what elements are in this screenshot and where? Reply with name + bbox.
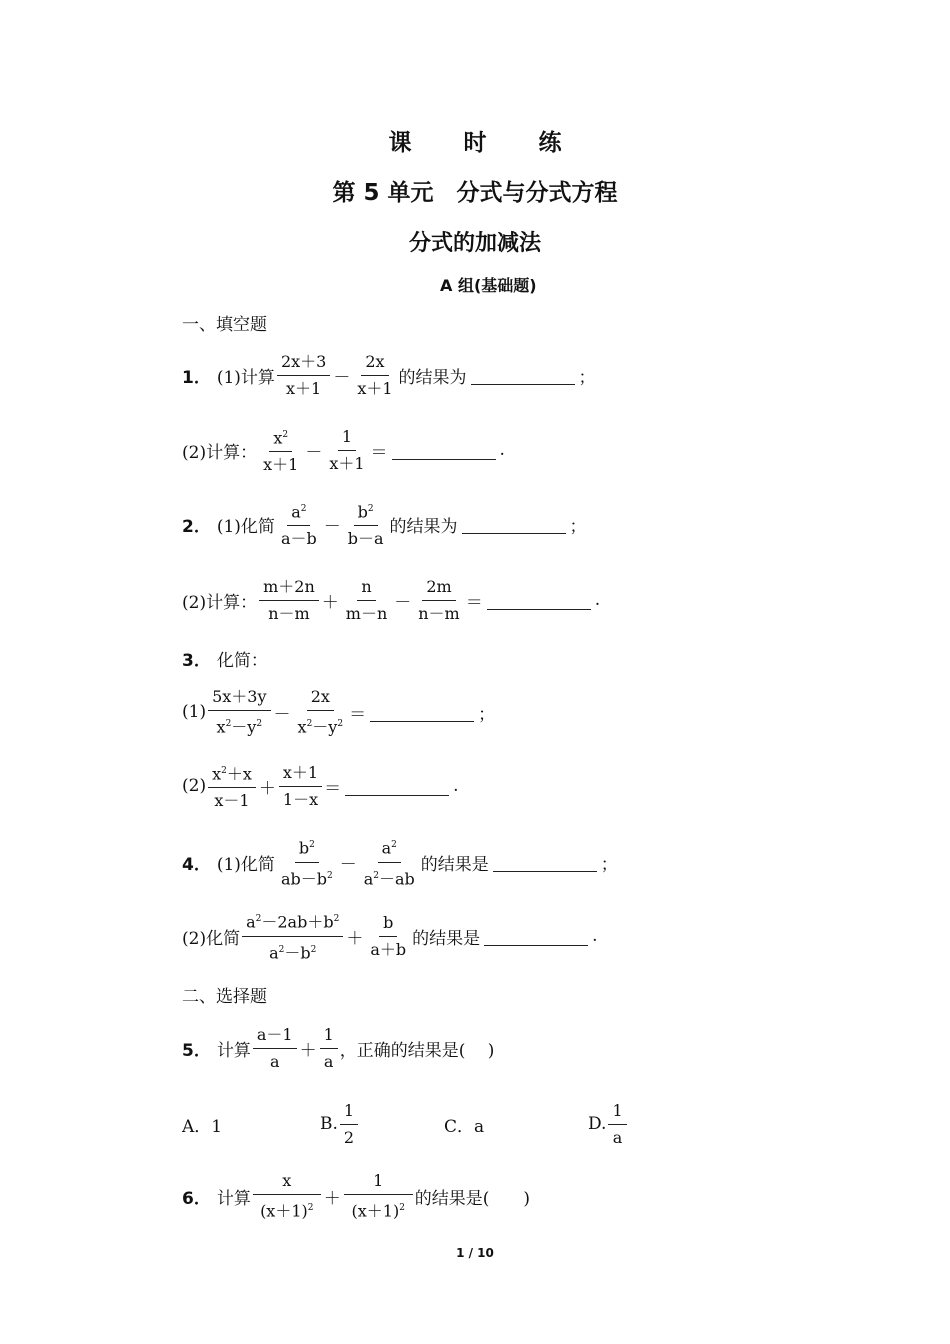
question-number: 6． bbox=[182, 1188, 211, 1209]
page-header: 课 时 练 bbox=[388, 130, 584, 156]
answer-blank[interactable] bbox=[487, 591, 591, 610]
question-1-part-2: (2)计算： $\frac{x^2}{x+1}$ － $\frac{1}{x+1}$ ＝ . bbox=[182, 426, 505, 475]
punct: ； bbox=[600, 854, 618, 875]
fraction: $\frac{a-1}{a}$ bbox=[253, 1025, 297, 1072]
answer-blank[interactable] bbox=[462, 515, 566, 534]
option-label: D. bbox=[588, 1114, 607, 1134]
prompt-tail: ，正确的结果是( ) bbox=[339, 1040, 495, 1061]
section-fill-in: 一、填空题 bbox=[182, 315, 267, 335]
unit-title: 第 5 单元 分式与分式方程 bbox=[332, 180, 618, 206]
prompt-tail: 的结果为 bbox=[389, 516, 458, 537]
prompt: 计算 bbox=[216, 1040, 251, 1061]
part-label: (2) bbox=[182, 776, 207, 796]
answer-blank[interactable] bbox=[392, 441, 496, 460]
question-4-part-2: (2)化简 $\frac{a^2-2ab+b^2}{a^2-b^2}$ ＋ $\frac{b}{a+b}$ 的结果是 . bbox=[182, 916, 598, 956]
fraction: $\frac{x^2+x}{x-1}$ bbox=[208, 761, 256, 811]
fraction: $\frac{x}{(x+1)^2}$ bbox=[253, 1171, 321, 1221]
prompt: 计算 bbox=[216, 1188, 251, 1209]
prompt-tail: 的结果是( ) bbox=[414, 1188, 531, 1209]
prompt-tail: 的结果是 bbox=[420, 854, 489, 875]
question-1-part-1: 1． (1)计算 $\frac{2x+3}{x+1}$ － $\frac{2x}{x+1}$ 的结果为 ； bbox=[182, 351, 596, 398]
fraction: $\frac{1}{2}$ bbox=[340, 1101, 358, 1148]
fraction: $\frac{x^2}{x+1}$ bbox=[259, 425, 302, 475]
answer-blank[interactable] bbox=[345, 777, 449, 796]
equals: ＝ bbox=[349, 704, 367, 725]
answer-blank[interactable] bbox=[471, 366, 575, 385]
prompt: (1)化简 bbox=[216, 854, 275, 875]
punct: . bbox=[499, 440, 505, 460]
fraction: $\frac{b}{a+b}$ bbox=[370, 912, 407, 959]
fraction: $\frac{1}{a}$ bbox=[608, 1101, 626, 1148]
question-number: 3． bbox=[182, 650, 211, 671]
question-number: 2． bbox=[182, 516, 211, 537]
fraction: $\frac{2x}{x^2-y^2}$ bbox=[297, 686, 344, 737]
option-a[interactable] bbox=[182, 1102, 222, 1146]
section-multiple-choice: 二、选择题 bbox=[182, 987, 267, 1007]
answer-blank[interactable] bbox=[493, 853, 597, 872]
question-3-part-1: (1) $\frac{5x+3y}{x^2-y^2}$ － $\frac{2x}{x^2-y^2}$ ＝ ； bbox=[182, 686, 496, 737]
fraction: $\frac{a^2}{a-b}$ bbox=[277, 499, 321, 549]
prompt: (2)计算： bbox=[182, 592, 258, 613]
question-3-part-2: (2) $\frac{x^2+x}{x-1}$ ＋ $\frac{x+1}{1-x}$ ＝ . bbox=[182, 762, 459, 811]
option-label: B. bbox=[320, 1114, 338, 1134]
fraction: $\frac{2x}{x+1}$ bbox=[357, 351, 393, 398]
prompt: (2)化简 bbox=[182, 928, 241, 949]
punct: ； bbox=[578, 367, 596, 388]
prompt: 化简： bbox=[216, 650, 268, 671]
fraction: $\frac{b^2}{b-a}$ bbox=[344, 499, 388, 549]
prompt: (2)计算： bbox=[182, 442, 258, 463]
prompt: (1)计算 bbox=[216, 367, 275, 388]
question-2-part-2: (2)计算： $\frac{m+2n}{n-m}$ ＋ $\frac{n}{m-n}$ － $\frac{2m}{n-m}$ ＝ . bbox=[182, 576, 601, 623]
fraction: $\frac{1}{(x+1)^2}$ bbox=[344, 1171, 413, 1221]
question-4-part-1: 4． (1)化简 $\frac{b^2}{ab-b^2}$ － $\frac{a^2}{a^2-ab}$ 的结果是 ； bbox=[182, 842, 618, 882]
punct: . bbox=[453, 776, 459, 796]
punct: ； bbox=[478, 704, 496, 725]
topic-title: 分式的加减法 bbox=[408, 231, 541, 256]
fraction: $\frac{x+1}{1-x}$ bbox=[279, 763, 322, 810]
fraction: $\frac{a^2}{a^2-ab}$ bbox=[360, 835, 419, 889]
fraction: $\frac{5x+3y}{x^2-y^2}$ bbox=[208, 687, 270, 737]
option-b[interactable] bbox=[320, 1102, 360, 1146]
question-2-part-1: 2． (1)化简 $\frac{a^2}{a-b}$ － $\frac{b^2}{b-a}$ 的结果为 ； bbox=[182, 504, 587, 544]
punct: . bbox=[594, 590, 601, 610]
question-number: 5． bbox=[182, 1040, 211, 1061]
answer-blank[interactable] bbox=[484, 927, 588, 946]
question-5: 5． 计算 $\frac{a-1}{a}$ ＋ $\frac{1}{a}$ ，正确的结果是( ) bbox=[182, 1024, 495, 1071]
fraction: $\frac{a^2-2ab+b^2}{a^2-b^2}$ bbox=[242, 909, 343, 963]
punct: . bbox=[592, 926, 598, 946]
page-number: 1 / 10 bbox=[456, 1246, 494, 1260]
option-label: C．a bbox=[444, 1116, 485, 1137]
option-c[interactable] bbox=[444, 1102, 484, 1146]
question-6: 6． 计算 $\frac{x}{(x+1)^2}$ ＋ $\frac{1}{(x+1)^2}$ 的结果是( ) bbox=[182, 1170, 531, 1221]
question-number: 1． bbox=[182, 367, 211, 388]
fraction: $\frac{n}{m-n}$ bbox=[345, 576, 388, 623]
fraction: $\frac{1}{x+1}$ bbox=[329, 426, 365, 473]
punct: ； bbox=[569, 516, 587, 537]
prompt: (1)化简 bbox=[216, 516, 275, 537]
question-number: 4． bbox=[182, 854, 211, 875]
fraction: $\frac{2m}{n-m}$ bbox=[418, 576, 460, 623]
part-label: (1) bbox=[182, 702, 207, 722]
prompt-tail: 的结果为 bbox=[398, 367, 467, 388]
fraction: $\frac{2x+3}{x+1}$ bbox=[277, 352, 330, 399]
question-3 bbox=[182, 638, 268, 678]
answer-blank[interactable] bbox=[370, 703, 474, 722]
fraction: $\frac{1}{a}$ bbox=[320, 1025, 338, 1072]
equals: ＝ bbox=[465, 592, 483, 613]
fraction: $\frac{m+2n}{n-m}$ bbox=[259, 577, 319, 624]
option-d[interactable] bbox=[588, 1102, 629, 1146]
group-label: A 组(基础题) bbox=[440, 276, 537, 295]
option-label: A．1 bbox=[182, 1116, 223, 1137]
equals: ＝ bbox=[370, 442, 388, 463]
equals: ＝ bbox=[324, 778, 342, 799]
fraction: $\frac{b^2}{ab-b^2}$ bbox=[277, 835, 337, 889]
prompt-tail: 的结果是 bbox=[412, 928, 481, 949]
